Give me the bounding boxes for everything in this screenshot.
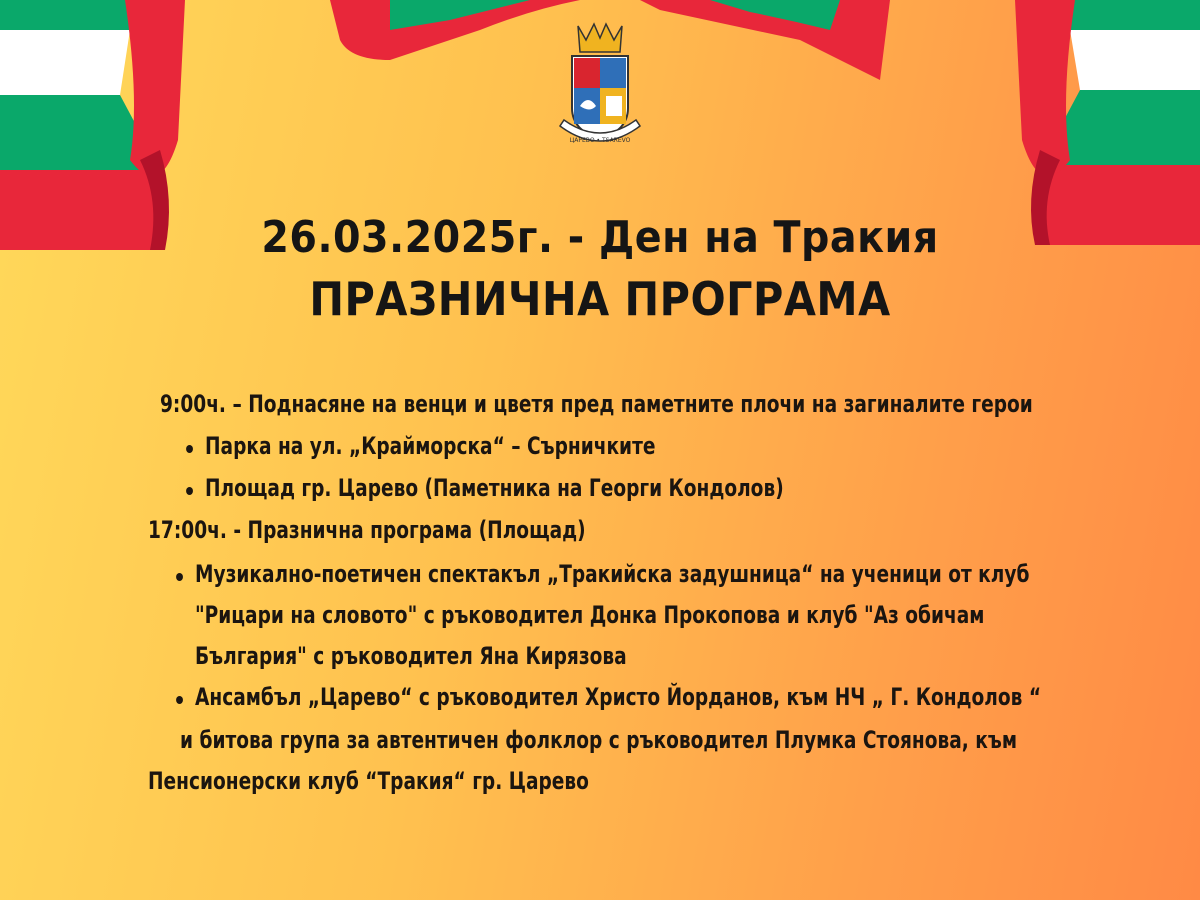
list-item: Парка на ул. „Крайморска“ – Сърничките — [205, 432, 656, 460]
list-item-continuation: "Рицари на словото" с ръководител Донка Прокопова и клуб "Аз обичам — [195, 601, 985, 629]
ribbon-top-right — [640, 0, 900, 100]
list-item-continuation: Пенсионерски клуб “Тракия“ гр. Царево — [148, 767, 589, 795]
list-item-continuation: и битова група за автентичен фолклор с ръководител Плумка Стоянова, към — [180, 726, 1018, 754]
tsarevo-crest-logo — [550, 18, 650, 158]
program-item-morning: 9:00ч. – Поднасяне на венци и цветя пред паметните плочи на загиналите герои — [160, 390, 1033, 418]
list-item: Музикално-поетичен спектакъл „Тракийска задушница“ на ученици от клуб — [195, 560, 1030, 588]
list-item-continuation: България" с ръководител Яна Кирязова — [195, 642, 627, 670]
list-item: Площад гр. Царево (Паметника на Георги Кондолов) — [205, 474, 784, 502]
crest-label: ЦАРЕВО • TSAREVO — [569, 137, 631, 144]
heading-date: 26.03.2025г. - Ден на Тракия — [261, 212, 939, 263]
heading-program: ПРАЗНИЧНА ПРОГРАМА — [309, 272, 891, 326]
program-item-evening: 17:00ч. - Празнична програма (Площад) — [148, 516, 586, 544]
list-item: Ансамбъл „Царево“ с ръководител Христо Йорданов, към НЧ „ Г. Кондолов “ — [195, 683, 1042, 711]
